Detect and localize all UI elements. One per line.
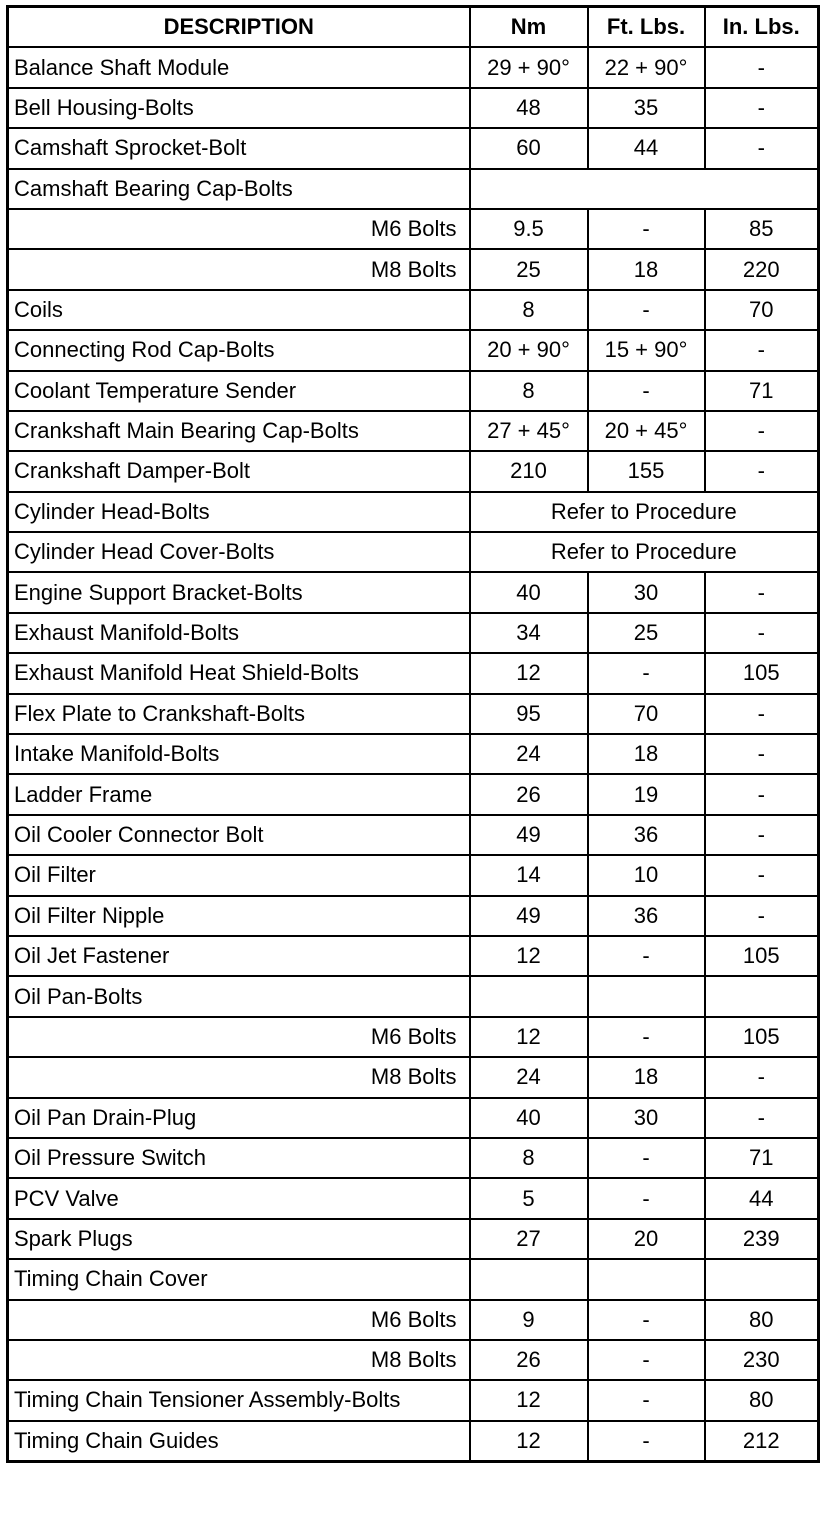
ft-lbs-cell: 30 xyxy=(588,572,705,612)
in-lbs-cell: - xyxy=(705,1098,819,1138)
table-row xyxy=(8,128,819,168)
nm-cell: 8 xyxy=(470,290,588,330)
description-cell: Oil Filter xyxy=(8,855,470,895)
table-row xyxy=(8,249,819,289)
ft-lbs-cell: 10 xyxy=(588,855,705,895)
description-cell: Timing Chain Tensioner Assembly-Bolts xyxy=(8,1380,470,1420)
table-row xyxy=(8,1017,819,1057)
description-cell: Oil Pan-Bolts xyxy=(8,976,470,1016)
in-lbs-cell: 105 xyxy=(705,1017,819,1057)
in-lbs-cell: 80 xyxy=(705,1380,819,1420)
nm-cell: 5 xyxy=(470,1178,588,1218)
table-row xyxy=(8,976,819,1016)
nm-cell: 12 xyxy=(470,1421,588,1462)
nm-cell: 9.5 xyxy=(470,209,588,249)
header-description: DESCRIPTION xyxy=(8,7,470,48)
ft-lbs-cell: 22 + 90° xyxy=(588,47,705,87)
table-row xyxy=(8,1138,819,1178)
description-cell: Oil Pan Drain-Plug xyxy=(8,1098,470,1138)
ft-lbs-cell: 70 xyxy=(588,694,705,734)
ft-lbs-cell: 18 xyxy=(588,1057,705,1097)
in-lbs-cell: 85 xyxy=(705,209,819,249)
table-row xyxy=(8,613,819,653)
procedure-note-cell: Refer to Procedure xyxy=(470,492,819,532)
nm-cell: 12 xyxy=(470,1017,588,1057)
description-cell: Camshaft Bearing Cap-Bolts xyxy=(8,169,470,209)
in-lbs-cell: 212 xyxy=(705,1421,819,1462)
in-lbs-cell: 70 xyxy=(705,290,819,330)
table-row xyxy=(8,1178,819,1218)
nm-cell: 27 + 45° xyxy=(470,411,588,451)
nm-cell: 26 xyxy=(470,774,588,814)
table-row xyxy=(8,47,819,87)
header-in-lbs: In. Lbs. xyxy=(705,7,819,48)
in-lbs-cell: - xyxy=(705,734,819,774)
description-cell: M6 Bolts xyxy=(8,1300,470,1340)
description-cell: Coils xyxy=(8,290,470,330)
ft-lbs-cell: - xyxy=(588,1017,705,1057)
in-lbs-cell: 239 xyxy=(705,1219,819,1259)
empty-cell xyxy=(588,1259,705,1299)
empty-cell xyxy=(470,976,588,1016)
in-lbs-cell: - xyxy=(705,855,819,895)
description-cell: Engine Support Bracket-Bolts xyxy=(8,572,470,612)
ft-lbs-cell: 15 + 90° xyxy=(588,330,705,370)
in-lbs-cell: 44 xyxy=(705,1178,819,1218)
ft-lbs-cell: 25 xyxy=(588,613,705,653)
ft-lbs-cell: - xyxy=(588,1421,705,1462)
empty-cell xyxy=(705,976,819,1016)
nm-cell: 12 xyxy=(470,936,588,976)
table-row xyxy=(8,371,819,411)
table-row xyxy=(8,1057,819,1097)
description-cell: M6 Bolts xyxy=(8,1017,470,1057)
nm-cell: 27 xyxy=(470,1219,588,1259)
description-cell: Exhaust Manifold-Bolts xyxy=(8,613,470,653)
nm-cell: 49 xyxy=(470,815,588,855)
ft-lbs-cell: 30 xyxy=(588,1098,705,1138)
table-row xyxy=(8,1259,819,1299)
description-cell: Oil Pressure Switch xyxy=(8,1138,470,1178)
nm-cell: 8 xyxy=(470,1138,588,1178)
in-lbs-cell: 105 xyxy=(705,936,819,976)
torque-spec-table xyxy=(6,5,820,1463)
description-cell: M6 Bolts xyxy=(8,209,470,249)
table-row xyxy=(8,1340,819,1380)
nm-cell: 48 xyxy=(470,88,588,128)
table-row xyxy=(8,169,819,209)
description-cell: Exhaust Manifold Heat Shield-Bolts xyxy=(8,653,470,693)
description-cell: Crankshaft Main Bearing Cap-Bolts xyxy=(8,411,470,451)
ft-lbs-cell: - xyxy=(588,1340,705,1380)
header-row xyxy=(8,7,819,48)
in-lbs-cell: 230 xyxy=(705,1340,819,1380)
nm-cell: 29 + 90° xyxy=(470,47,588,87)
empty-cell xyxy=(705,1259,819,1299)
table-row xyxy=(8,1300,819,1340)
nm-cell: 34 xyxy=(470,613,588,653)
ft-lbs-cell: 44 xyxy=(588,128,705,168)
nm-cell: 9 xyxy=(470,1300,588,1340)
ft-lbs-cell: - xyxy=(588,653,705,693)
description-cell: Balance Shaft Module xyxy=(8,47,470,87)
in-lbs-cell: 71 xyxy=(705,1138,819,1178)
description-cell: Flex Plate to Crankshaft-Bolts xyxy=(8,694,470,734)
ft-lbs-cell: - xyxy=(588,371,705,411)
table-row xyxy=(8,936,819,976)
table-row xyxy=(8,815,819,855)
description-cell: Timing Chain Cover xyxy=(8,1259,470,1299)
ft-lbs-cell: 36 xyxy=(588,815,705,855)
nm-cell: 60 xyxy=(470,128,588,168)
in-lbs-cell: - xyxy=(705,330,819,370)
in-lbs-cell: - xyxy=(705,613,819,653)
nm-cell: 95 xyxy=(470,694,588,734)
empty-cell xyxy=(588,976,705,1016)
table-row xyxy=(8,492,819,532)
table-row xyxy=(8,411,819,451)
in-lbs-cell: 220 xyxy=(705,249,819,289)
description-cell: M8 Bolts xyxy=(8,1340,470,1380)
description-cell: Camshaft Sprocket-Bolt xyxy=(8,128,470,168)
description-cell: Connecting Rod Cap-Bolts xyxy=(8,330,470,370)
nm-cell: 24 xyxy=(470,1057,588,1097)
description-cell: Spark Plugs xyxy=(8,1219,470,1259)
description-cell: Oil Jet Fastener xyxy=(8,936,470,976)
ft-lbs-cell: 19 xyxy=(588,774,705,814)
ft-lbs-cell: 155 xyxy=(588,451,705,491)
nm-cell: 24 xyxy=(470,734,588,774)
in-lbs-cell: - xyxy=(705,451,819,491)
description-cell: Cylinder Head Cover-Bolts xyxy=(8,532,470,572)
table-row xyxy=(8,694,819,734)
empty-cell xyxy=(470,1259,588,1299)
description-cell: Oil Filter Nipple xyxy=(8,896,470,936)
in-lbs-cell: - xyxy=(705,774,819,814)
ft-lbs-cell: 18 xyxy=(588,249,705,289)
description-cell: Ladder Frame xyxy=(8,774,470,814)
table-row xyxy=(8,734,819,774)
table-row xyxy=(8,896,819,936)
ft-lbs-cell: - xyxy=(588,1300,705,1340)
in-lbs-cell: - xyxy=(705,411,819,451)
table-row xyxy=(8,451,819,491)
in-lbs-cell: - xyxy=(705,572,819,612)
ft-lbs-cell: - xyxy=(588,209,705,249)
ft-lbs-cell: - xyxy=(588,290,705,330)
ft-lbs-cell: 18 xyxy=(588,734,705,774)
table-row xyxy=(8,290,819,330)
description-cell: Crankshaft Damper-Bolt xyxy=(8,451,470,491)
nm-cell: 25 xyxy=(470,249,588,289)
description-cell: Timing Chain Guides xyxy=(8,1421,470,1462)
table-body xyxy=(8,47,819,1461)
ft-lbs-cell: 36 xyxy=(588,896,705,936)
ft-lbs-cell: 20 + 45° xyxy=(588,411,705,451)
nm-cell: 12 xyxy=(470,1380,588,1420)
empty-cell xyxy=(470,169,819,209)
table-row xyxy=(8,1098,819,1138)
table-row xyxy=(8,1380,819,1420)
in-lbs-cell: - xyxy=(705,815,819,855)
table-row xyxy=(8,572,819,612)
procedure-note-cell: Refer to Procedure xyxy=(470,532,819,572)
description-cell: Cylinder Head-Bolts xyxy=(8,492,470,532)
nm-cell: 40 xyxy=(470,572,588,612)
description-cell: M8 Bolts xyxy=(8,1057,470,1097)
nm-cell: 26 xyxy=(470,1340,588,1380)
ft-lbs-cell: 20 xyxy=(588,1219,705,1259)
ft-lbs-cell: - xyxy=(588,1138,705,1178)
header-ft-lbs: Ft. Lbs. xyxy=(588,7,705,48)
ft-lbs-cell: 35 xyxy=(588,88,705,128)
nm-cell: 20 + 90° xyxy=(470,330,588,370)
table-row xyxy=(8,330,819,370)
nm-cell: 14 xyxy=(470,855,588,895)
in-lbs-cell: - xyxy=(705,1057,819,1097)
in-lbs-cell: - xyxy=(705,694,819,734)
description-cell: Bell Housing-Bolts xyxy=(8,88,470,128)
in-lbs-cell: - xyxy=(705,47,819,87)
nm-cell: 49 xyxy=(470,896,588,936)
table-row xyxy=(8,855,819,895)
description-cell: Coolant Temperature Sender xyxy=(8,371,470,411)
nm-cell: 8 xyxy=(470,371,588,411)
table-row xyxy=(8,1219,819,1259)
in-lbs-cell: 71 xyxy=(705,371,819,411)
in-lbs-cell: 105 xyxy=(705,653,819,693)
in-lbs-cell: - xyxy=(705,88,819,128)
description-cell: Intake Manifold-Bolts xyxy=(8,734,470,774)
nm-cell: 40 xyxy=(470,1098,588,1138)
table-row xyxy=(8,653,819,693)
table-row xyxy=(8,532,819,572)
description-cell: Oil Cooler Connector Bolt xyxy=(8,815,470,855)
nm-cell: 210 xyxy=(470,451,588,491)
table-row xyxy=(8,209,819,249)
in-lbs-cell: - xyxy=(705,896,819,936)
nm-cell: 12 xyxy=(470,653,588,693)
ft-lbs-cell: - xyxy=(588,936,705,976)
table-row xyxy=(8,1421,819,1462)
description-cell: PCV Valve xyxy=(8,1178,470,1218)
header-nm: Nm xyxy=(470,7,588,48)
in-lbs-cell: 80 xyxy=(705,1300,819,1340)
ft-lbs-cell: - xyxy=(588,1178,705,1218)
table-row xyxy=(8,774,819,814)
in-lbs-cell: - xyxy=(705,128,819,168)
table-row xyxy=(8,88,819,128)
ft-lbs-cell: - xyxy=(588,1380,705,1420)
description-cell: M8 Bolts xyxy=(8,249,470,289)
